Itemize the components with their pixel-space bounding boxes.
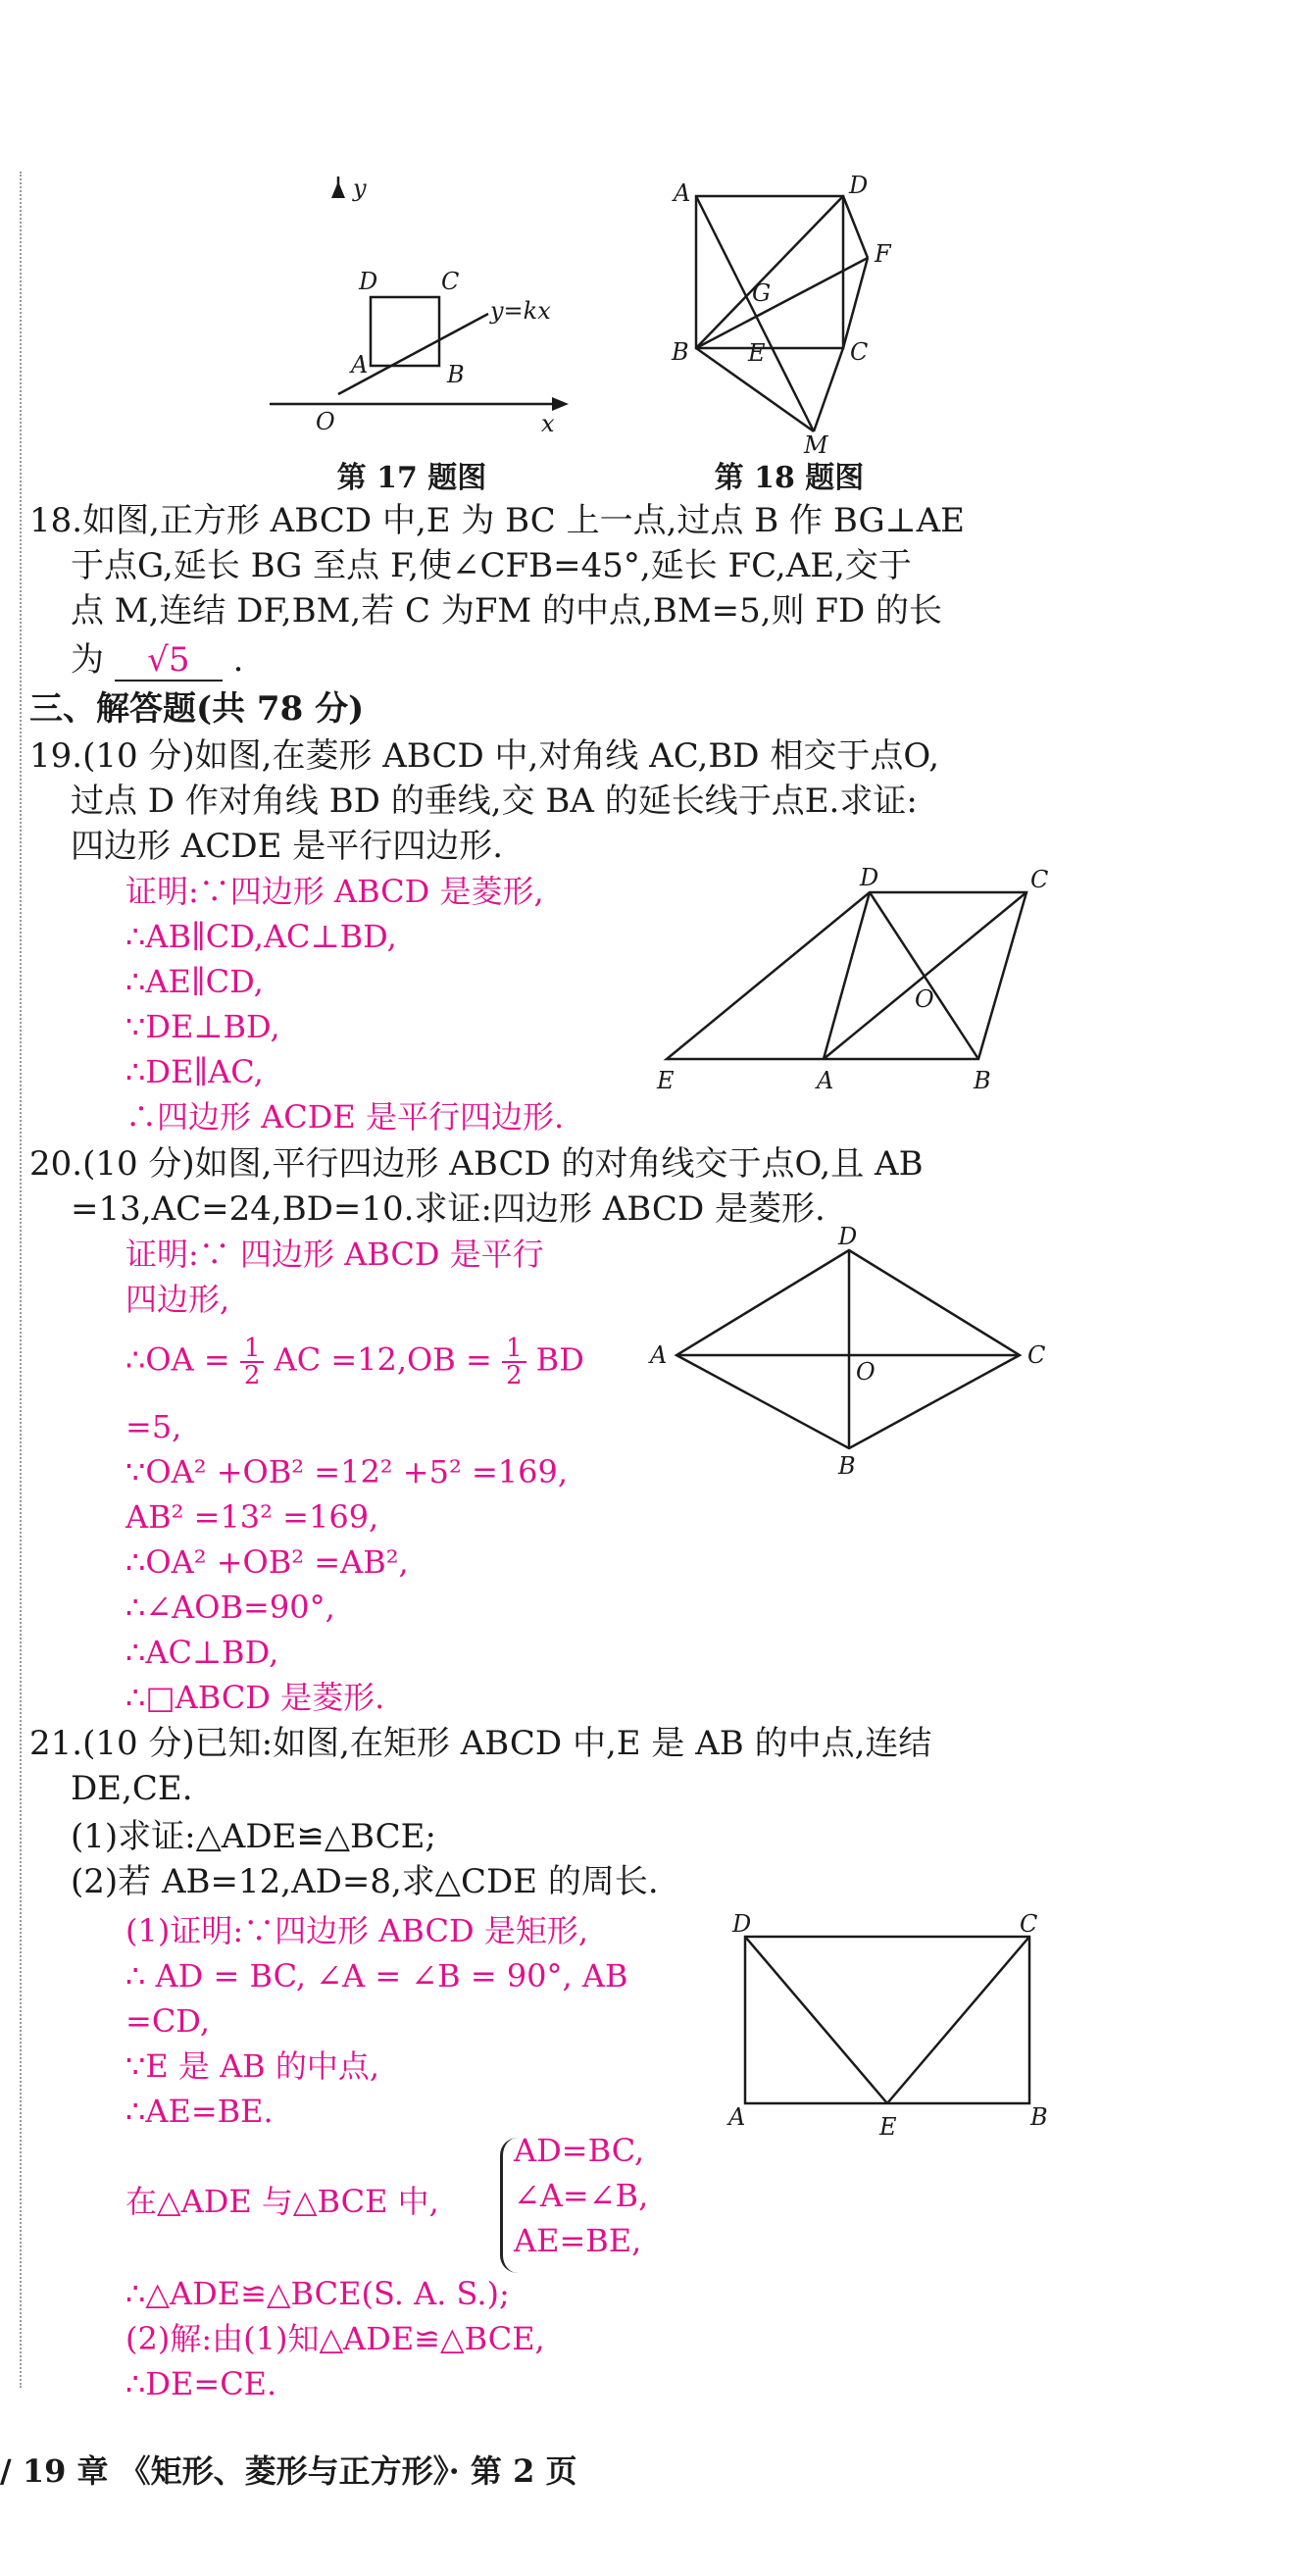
q21-sol-3: =CD, — [125, 2002, 210, 2040]
label-a: A — [728, 2103, 746, 2131]
q19-line-1: 19.(10 分)如图,在菱形 ABCD 中,对角线 AC,BD 相交于点O, — [29, 736, 940, 776]
q18-suffix: . — [232, 640, 244, 680]
figure-18 — [667, 172, 931, 459]
binding-margin-dotted-line — [20, 172, 22, 2388]
q21-line-2: DE,CE. — [71, 1769, 193, 1808]
q19-sol-4: ∵DE⊥BD, — [125, 1008, 280, 1045]
figure-17 — [265, 175, 578, 437]
label-a: A — [351, 351, 369, 379]
q20-half-fraction-2 — [502, 1336, 526, 1389]
q21-line-1: 21.(10 分)已知:如图,在矩形 ABCD 中,E 是 AB 的中点,连结 — [29, 1724, 932, 1763]
label-c: C — [1027, 1341, 1046, 1369]
label-d: D — [849, 172, 869, 199]
label-b: B — [1030, 2103, 1048, 2131]
q21-sol-5: ∴AE=BE. — [125, 2093, 274, 2130]
q21-line-4: (2)若 AB=12,AD=8,求△CDE 的周长. — [71, 1862, 659, 1901]
figure-21 — [721, 1907, 1074, 2143]
q19-line-3: 四边形 ACDE 是平行四边形. — [71, 827, 504, 866]
q19-sol-3: ∴AE∥CD, — [125, 963, 264, 1000]
label-b: B — [447, 361, 465, 388]
fraction-denominator: 2 — [505, 1361, 523, 1390]
q18-answer: √5 — [115, 640, 223, 682]
label-o: O — [316, 408, 335, 435]
case-1: AD=BC, — [514, 2132, 645, 2169]
label-m: M — [804, 431, 828, 459]
label-b: B — [838, 1452, 856, 1480]
label-line: y=kx — [490, 297, 551, 325]
q18-line-4 — [71, 637, 1051, 682]
label-d: D — [732, 1910, 752, 1938]
caption-fig18: 第 18 题图 — [714, 461, 865, 495]
fraction-denominator: 2 — [243, 1361, 261, 1390]
case-2: ∠A=∠B, — [514, 2177, 649, 2214]
label-x: x — [541, 410, 555, 437]
label-d: D — [359, 268, 378, 295]
label-y: y — [353, 175, 367, 202]
q20-sol-1: 证明:∵ 四边形 ABCD 是平行 — [125, 1236, 544, 1273]
figure-19 — [652, 864, 1064, 1103]
q21-sol-1: (1)证明:∵四边形 ABCD 是矩形, — [125, 1912, 588, 1949]
section-3-title: 三、解答题(共 78 分) — [29, 689, 365, 729]
q20-sol-2: 四边形, — [125, 1281, 230, 1318]
q20-oa-pre: ∴OA = — [125, 1340, 230, 1379]
q18-line-1: 18.如图,正方形 ABCD 中,E 为 BC 上一点,过点 B 作 BG⊥AE — [29, 501, 965, 540]
q21-sol-4: ∵E 是 AB 的中点, — [125, 2047, 380, 2085]
fraction-numerator: 1 — [240, 1336, 265, 1363]
square-abcd — [371, 297, 439, 366]
q20-oa-post: BD — [535, 1340, 584, 1379]
label-o: O — [915, 985, 934, 1013]
q20-sol-10: ∴□ABCD 是菱形. — [125, 1679, 385, 1716]
label-b: B — [672, 338, 689, 366]
q19-line-2: 过点 D 作对角线 BD 的垂线,交 BA 的延长线于点E.求证: — [71, 782, 918, 821]
page-footer: / 19 章 《矩形、菱形与正方形》· 第 2 页 — [0, 2452, 577, 2490]
caption-fig17: 第 17 题图 — [336, 461, 487, 495]
fraction-numerator: 1 — [502, 1336, 526, 1363]
q21-sol-in-triangles: 在△ADE 与△BCE 中, — [125, 2183, 439, 2220]
label-e: E — [879, 2113, 897, 2141]
q20-line-2: =13,AC=24,BD=10.求证:四边形 ABCD 是菱形. — [71, 1189, 826, 1229]
q19-sol-6: ∴四边形 ACDE 是平行四边形. — [125, 1098, 565, 1136]
x-axis-arrow — [552, 397, 569, 411]
q21-sol-7: ∴△ADE≌△BCE(S. A. S.); — [125, 2275, 510, 2312]
q19-sol-1: 证明:∵四边形 ABCD 是菱形, — [125, 873, 544, 910]
q20-oa-mid: AC =12,OB = — [274, 1340, 492, 1379]
label-d: D — [838, 1223, 858, 1250]
q21-line-3: (1)求证:△ADE≌△BCE; — [71, 1817, 436, 1856]
label-b: B — [974, 1067, 991, 1094]
q20-sol-5: ∵OA² +OB² =12² +5² =169, — [125, 1453, 569, 1490]
label-g: G — [752, 279, 772, 307]
label-f: F — [875, 240, 891, 268]
q20-sol-3 — [125, 1336, 584, 1389]
label-c: C — [850, 338, 869, 366]
q18-line-2: 于点G,延长 BG 至点 F,使∠CFB=45°,延长 FC,AE,交于 — [71, 546, 912, 585]
q20-sol-7: ∴OA² +OB² =AB², — [125, 1543, 409, 1581]
figure-20 — [642, 1223, 1064, 1480]
label-e: E — [748, 339, 766, 367]
q20-sol-6: AB² =13² =169, — [125, 1498, 379, 1536]
label-d: D — [860, 864, 879, 891]
rectangle-abcd — [745, 1937, 1029, 2103]
q20-line-1: 20.(10 分)如图,平行四边形 ABCD 的对角线交于点O,且 AB — [29, 1144, 924, 1184]
y-axis-arrow — [331, 181, 345, 198]
label-c: C — [1020, 1910, 1038, 1938]
q20-sol-9: ∴AC⊥BD, — [125, 1634, 279, 1671]
label-c: C — [441, 268, 460, 295]
label-a: A — [817, 1067, 834, 1094]
q20-sol-8: ∴∠AOB=90°, — [125, 1589, 335, 1626]
q21-sol-2: ∴ AD = BC, ∠A = ∠B = 90°, AB — [125, 1957, 628, 1995]
q19-sol-5: ∴DE∥AC, — [125, 1053, 264, 1090]
label-e: E — [657, 1067, 675, 1094]
q20-half-fraction — [240, 1336, 265, 1389]
q20-sol-4: =5, — [125, 1408, 182, 1445]
label-c: C — [1030, 866, 1049, 893]
label-o: O — [856, 1358, 876, 1386]
q18-prefix: 为 — [71, 640, 104, 680]
q19-sol-2: ∴AB∥CD,AC⊥BD, — [125, 918, 397, 955]
q18-line-3: 点 M,连结 DF,BM,若 C 为FM 的中点,BM=5,则 FD 的长 — [71, 591, 943, 631]
case-3: AE=BE, — [514, 2222, 642, 2259]
q21-sol-9: ∴DE=CE. — [125, 2365, 277, 2402]
q21-sol-8: (2)解:由(1)知△ADE≌△BCE, — [125, 2320, 545, 2357]
label-a: A — [674, 179, 691, 207]
label-a: A — [650, 1341, 668, 1369]
